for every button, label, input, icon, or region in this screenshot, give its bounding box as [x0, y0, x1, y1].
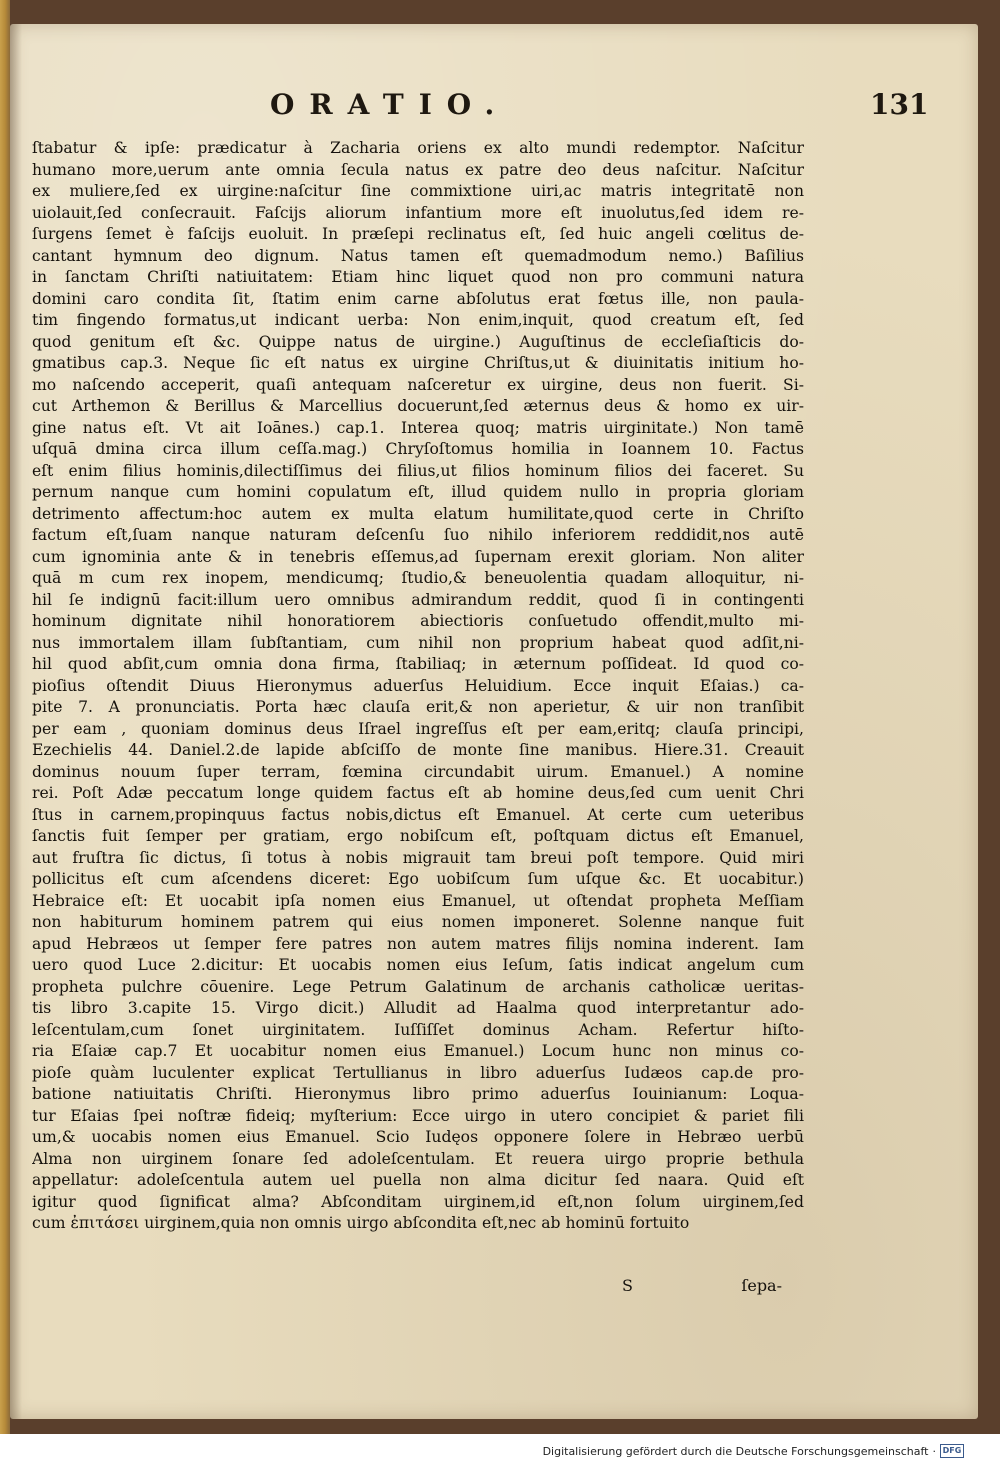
text-line: cantant hymnum deo dignum. Natus tamen eſt quemadmodum nemo.) Baſilius	[32, 246, 804, 265]
text-line: factum eſt,ſuam nanque naturam deſcenſu ſuo nihilo inferiorem reddidit,nos autē	[32, 526, 804, 544]
text-line: non habiturum hominem patrem qui eius nomen imponeret. Solenne nanque fuit	[32, 913, 804, 931]
text-line: pioſe quàm luculenter explicat Tertullianus in libro aduerſus Iudæos cap.de pro-	[32, 1063, 804, 1082]
text-line: pollicitus eſt cum aſcendens diceret: Ego uobiſcum ſum uſque &c. Et uocabitur.)	[32, 870, 804, 888]
text-line: cut Arthemon & Berillus & Marcellius docuerunt,ſed æternus deus & homo ex uir-	[32, 397, 804, 415]
text-line: hil ſe indignū facit:illum uero omnibus admirandum reddit, quod ſi in contingenti	[32, 590, 804, 609]
body-text	[32, 138, 804, 1235]
text-line: pernum nanque cum homini copulatum eſt, illud quidem nullo in propria gloriam	[32, 483, 804, 501]
text-line: ex muliere,ſed ex uirgine:naſcitur ſine commixtione uiri,ac matris integritatē non	[32, 182, 804, 200]
text-line: eſt enim filius hominis,dilectiſſimus dei filius,ut filios hominum filios dei faceret. Su	[32, 461, 804, 480]
book-edge	[0, 0, 10, 1434]
text-line: ſurgens ſemet è faſcijs euoluit. In præſepi reclinatus eſt, ſed huic angeli cœlitus de-	[32, 225, 804, 243]
text-line: tis libro 3.capite 15. Virgo dicit.) Alludit ad Haalma quod interpretantur ado-	[32, 999, 804, 1017]
text-line: ſtabatur & ipſe: prædicatur à Zacharia oriens ex alto mundi redemptor. Naſcitur	[32, 139, 804, 157]
text-line: Alma non uirginem ſonare ſed adoleſcentulam. Et reuera uirgo proprie bethula	[32, 1149, 804, 1168]
text-line: tur Eſaias ſpei noſtræ fideiq; myſterium: Ecce uirgo in utero concipiet & pariet fili	[32, 1106, 804, 1125]
book-page	[10, 24, 978, 1419]
text-line: quā m cum rex inopem, mendicumq; ſtudio,& beneuolentia quadam alloquitur, ni-	[32, 569, 804, 587]
text-line: um,& uocabis nomen eius Emanuel. Scio Iudęos opponere ſolere in Hebræo uerbū	[32, 1128, 804, 1146]
text-line: nus immortalem illam ſubſtantiam, cum nihil non proprium habeat quod adſit,ni-	[32, 633, 804, 652]
text-line: appellatur: adoleſcentula autem uel puella non alma dicitur ſed naara. Quid eſt	[32, 1171, 804, 1189]
text-line: ſanctis fuit ſemper per gratiam, ergo nobiſcum eſt, poſtquam dictus eſt Emanuel,	[32, 827, 804, 845]
text-line: gmatibus cap.3. Neque ſic eſt natus ex uirgine Chriſtus,ut & diuinitatis initium ho-	[32, 354, 804, 372]
text-line: uiolauit,ſed conſecrauit. Faſcijs aliorum infantium more eſt inuolutus,ſed idem re-	[32, 203, 804, 222]
signature-mark: S	[622, 1276, 633, 1295]
running-head: ORATIO.	[270, 88, 510, 121]
text-line: gine natus eſt. Vt ait Ioānes.) cap.1. Interea quoq; matris uirginitate.) Non tamē	[32, 418, 804, 437]
text-line: quod genitum eſt &c. Quippe natus de uirgine.) Auguſtinus de eccleſiaſticis do-	[32, 332, 804, 351]
text-line: uſquā dmina circa illum ceſſa.mag.) Chryſoſtomus homilia in Ioannem 10. Factus	[32, 440, 804, 458]
text-line: cum ignominia ante & in tenebris eſſemus,ad ſupernam erexit gloriam. Non aliter	[32, 547, 804, 566]
text-line: igitur quod ſignificat alma? Abſconditam uirginem,id eſt,non ſolum uirginem,ſed	[32, 1192, 804, 1211]
text-line: ria Eſaiæ cap.7 Et uocabitur nomen eius Emanuel.) Locum hunc non minus co-	[32, 1042, 804, 1060]
page-gutter-shadow	[10, 24, 22, 1419]
text-line: uero quod Luce 2.dicitur: Et uocabis nomen eius Ieſum, ſatis indicat angelum cum	[32, 956, 804, 974]
dfg-logo: DFG	[940, 1444, 964, 1458]
text-line: batione natiuitatis Chriſti. Hieronymus libro primo aduerſus Iouinianum: Loqua-	[32, 1085, 804, 1103]
text-line: mo naſcendo acceperit, quaſi antequam naſceretur ex uirgine, deus non fuerit. Si-	[32, 375, 804, 394]
text-line: in ſanctam Chriſti natiuitatem: Etiam hinc liquet quod non pro communi natura	[32, 268, 804, 286]
page-number: 131	[870, 88, 929, 121]
credit-text: Digitalisierung gefördert durch die Deutsche Forschungsgemeinschaft	[542, 1444, 929, 1458]
text-line: humano more,uerum ante omnia ſecula natus ex patre deo deus naſcitur. Naſcitur	[32, 160, 804, 179]
text-line: apud Hebræos ut ſemper fere patres non autem matres filijs nomina inderent. Iam	[32, 934, 804, 953]
text-line: ſtus in carnem,propinquus factus nobis,dictus eſt Emanuel. At certe cum ueteribus	[32, 805, 804, 824]
digitization-credit: Digitalisierung gefördert durch die Deutsche Forschungsgemeinschaft · DFG	[543, 1444, 964, 1458]
text-line: detrimento affectum:hoc autem ex multa elatum humilitate,quod certe in Chriſto	[32, 504, 804, 523]
text-line: rei. Poſt Adæ peccatum longe quidem factus eſt ab homine deus,ſed cum uenit Chri	[32, 784, 804, 802]
text-line: aut fruſtra ſic dictus, ſi totus à nobis migrauit tam breui poſt tempore. Quid miri	[32, 848, 804, 867]
text-line: pite 7. A pronunciatis. Porta hæc clauſa erit,& non aperietur, & uir non tranſibit	[32, 698, 804, 716]
catchword: ſepa-	[741, 1276, 782, 1295]
text-line: Ezechielis 44. Daniel.2.de lapide abſciſſo de monte ſine manibus. Hiere.31. Creauit	[32, 741, 804, 759]
text-line: tim fingendo formatus,ut indicant uerba: Non enim,inquit, quod creatum eſt, ſed	[32, 311, 804, 329]
text-line: pioſius oſtendit Diuus Hieronymus aduerſus Heluidium. Ecce inquit Eſaias.) ca-	[32, 676, 804, 695]
catchword-line	[622, 1276, 782, 1295]
text-line: domini caro condita ſit, ſtatim enim carne abſolutus erat fœtus ille, non paula-	[32, 289, 804, 308]
text-line: leſcentulam,cum ſonet uirginitatem. Iuſſiſſet dominus Acham. Refertur hiſto-	[32, 1020, 804, 1039]
text-line: propheta pulchre cōuenire. Lege Petrum Galatinum de archanis catholicæ ueritas-	[32, 977, 804, 996]
text-line: cum ἐπιτάσει uirginem,quia non omnis uirgo abſcondita eſt,nec ab hominū fortuito	[32, 1214, 690, 1232]
text-line: hil quod abſit,cum omnia dona firma, ſtabiliaq; in æternum poſſideat. Id quod co-	[32, 655, 804, 673]
text-line: Hebraice eſt: Et uocabit ipſa nomen eius Emanuel, ut oſtendat propheta Meſſiam	[32, 891, 804, 910]
text-line: dominus nouum ſuper terram, fœmina circundabit uirum. Emanuel.) A nomine	[32, 762, 804, 781]
text-line: hominum dignitate nihil honoratiorem abiectioris conſuetudo offendit,multo mi-	[32, 612, 804, 630]
text-line: per eam , quoniam dominus deus Iſrael ingreſſus eſt per eam,eritq; clauſa principi,	[32, 719, 804, 738]
